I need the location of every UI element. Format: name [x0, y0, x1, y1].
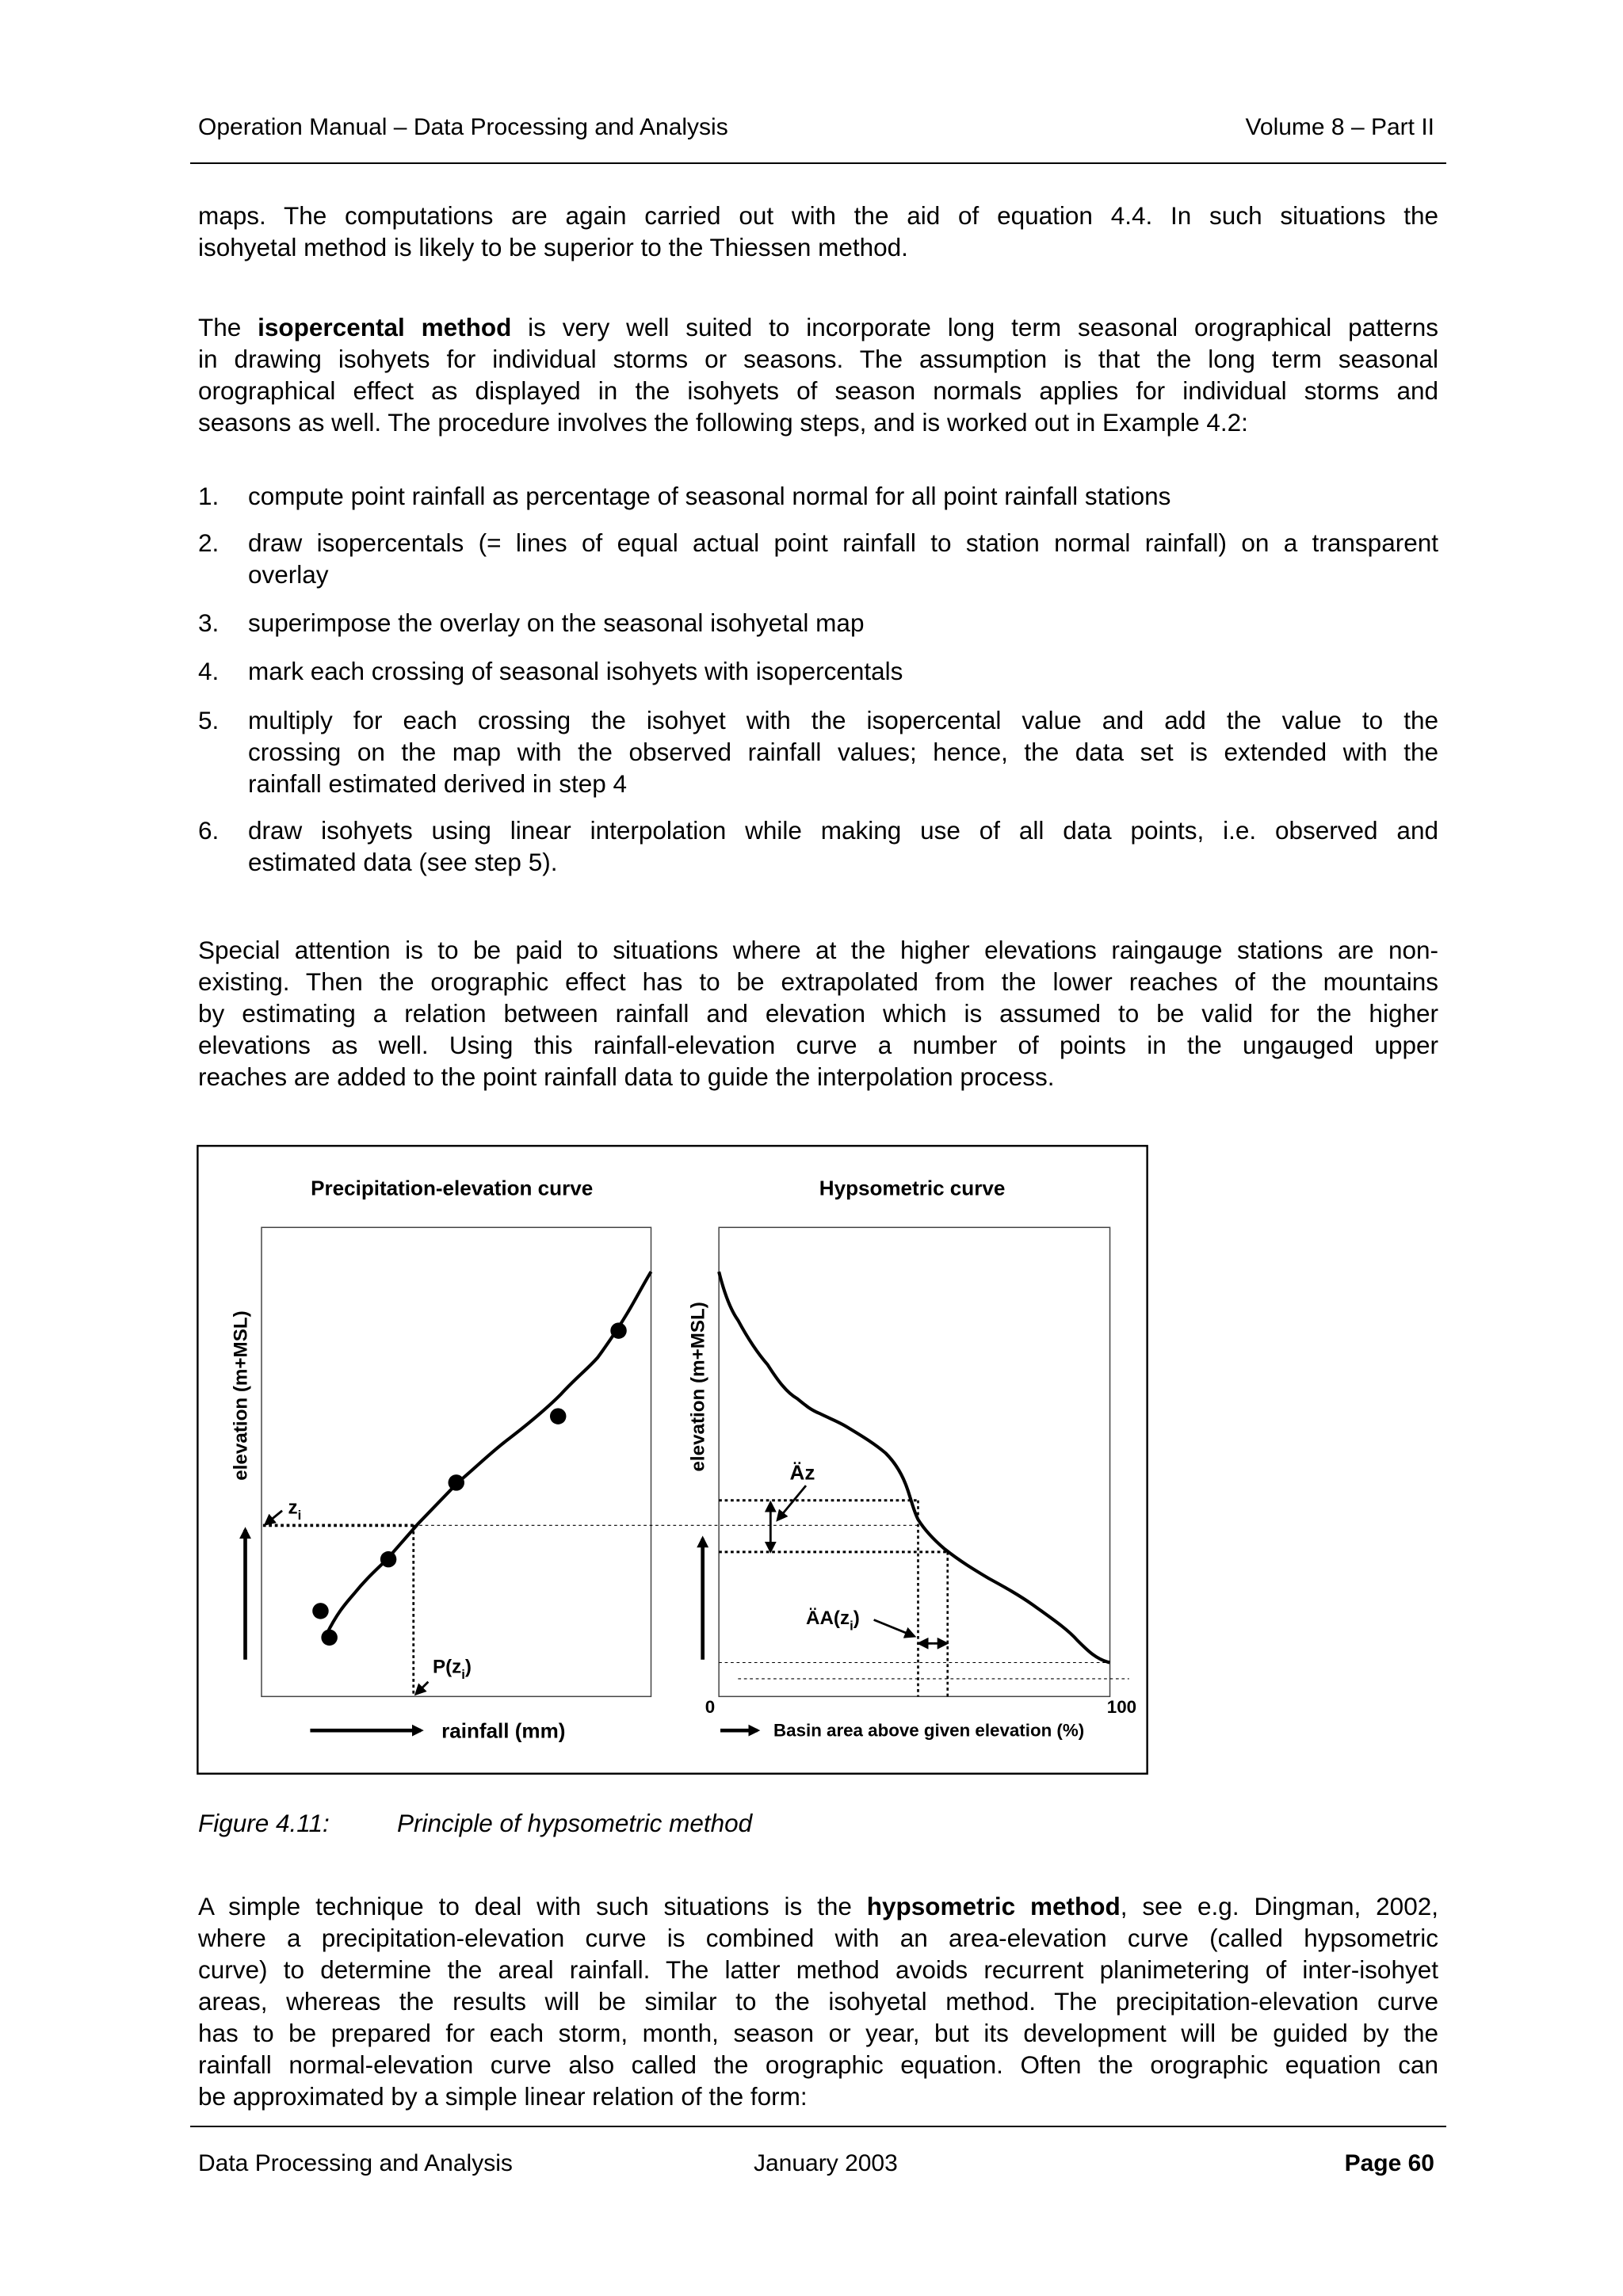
paragraph-1	[198, 200, 1438, 263]
da-label: $ÄA(z_i)$	[805, 1608, 860, 1634]
list-text	[248, 704, 1438, 799]
dz-label: Äz	[789, 1460, 815, 1485]
figure-frame	[197, 1146, 1147, 1773]
footer-left: Data Processing and Analysis	[198, 2150, 513, 2176]
text-line: overlay	[248, 560, 329, 589]
text-line: Special attention is to be paid to situations where at the higher elevations raingauge stations are non-	[198, 936, 1438, 964]
zi-pointer-arrow	[266, 1511, 282, 1524]
text-segment: is very well suited to incorporate long term seasonal orographical patterns	[511, 313, 1438, 341]
x-axis-max: 100	[1106, 1696, 1137, 1717]
list-text	[248, 814, 1438, 878]
text-line: by estimating a relation between rainfall and elevation which is assumed to be valid for the higher	[198, 999, 1438, 1028]
text-line: draw isopercentals (= lines of equal actual point rainfall to station normal rainfall) on a transparent	[248, 528, 1438, 557]
text-line: isohyetal method is likely to be superior to the Thiessen method.	[198, 233, 908, 261]
text-line: draw isohyets using linear interpolation while making use of all data points, i.e. observed and	[248, 816, 1438, 845]
text-line	[198, 1890, 1438, 1922]
x-axis-min: 0	[705, 1696, 716, 1717]
text-line: superimpose the overlay on the seasonal isohyetal map	[248, 608, 865, 637]
text-segment: , see e.g. Dingman, 2002,	[1120, 1892, 1438, 1920]
list-number: 2.	[198, 528, 220, 557]
text-line: curve) to determine the areal rainfall. The latter method avoids recurrent planimetering of inter-isohyet	[198, 1955, 1438, 1984]
pzi-pointer-arrow	[416, 1682, 428, 1694]
rainfall-station-points	[312, 1322, 627, 1646]
list-number: 4.	[198, 657, 220, 685]
data-point	[610, 1322, 626, 1338]
right-y-axis-label: elevation (m+MSL)	[687, 1302, 709, 1472]
text-line: estimated data (see step 5).	[248, 848, 558, 876]
header-left: Operation Manual – Data Processing and Analysis	[198, 114, 728, 140]
data-point	[380, 1551, 396, 1567]
text-line: multiply for each crossing the isohyet with the isopercental value and add the value to the	[248, 706, 1438, 734]
text-segment: A simple technique to deal with such situations is the	[198, 1892, 867, 1920]
footer-rule	[190, 2126, 1446, 2127]
dz-pointer-arrow	[778, 1486, 806, 1520]
text-line: existing. Then the orographic effect has to be extrapolated from the lower reaches of the mountains	[198, 967, 1438, 996]
paragraph-hypsometric	[198, 1890, 1438, 2112]
page-number: Page 60	[1344, 2150, 1434, 2176]
hypsometric-curve	[719, 1272, 1109, 1662]
text-line: crossing on the map with the observed rainfall values; hence, the data set is extended with the	[248, 738, 1438, 766]
text-line: rainfall estimated derived in step 4	[248, 769, 628, 798]
text-line	[198, 311, 1438, 343]
list-text	[248, 655, 1438, 687]
left-y-axis-label: elevation (m+MSL)	[230, 1310, 252, 1481]
paragraph-isopercental	[198, 311, 1438, 438]
text-line: rainfall normal-elevation curve also called the orographic equation. Often the orographic equation can	[198, 2050, 1438, 2079]
list-number: 5.	[198, 706, 220, 734]
data-point	[550, 1408, 566, 1424]
da-pointer-arrow	[874, 1620, 914, 1636]
right-x-axis-label: Basin area above given elevation (%)	[773, 1720, 1085, 1741]
header-rule	[190, 162, 1446, 164]
text-line: seasons as well. The procedure involves the following steps, and is worked out in Example 4.2:	[198, 408, 1248, 437]
pzi-label: $P(z_i)$	[432, 1656, 472, 1682]
text-line: mark each crossing of seasonal isohyets with isopercentals	[248, 657, 903, 685]
precip-elevation-curve	[327, 1272, 651, 1634]
list-text	[248, 607, 1438, 639]
footer-date: January 2003	[754, 2150, 898, 2176]
list-number: 6.	[198, 816, 220, 845]
data-point	[321, 1630, 337, 1646]
zi-label: $z_i$	[288, 1497, 302, 1523]
left-chart-title: Precipitation-elevation curve	[311, 1176, 594, 1200]
text-segment: The	[198, 313, 258, 341]
text-line: compute point rainfall as percentage of seasonal normal for all point rainfall stations	[248, 482, 1171, 510]
left-plot-area	[262, 1227, 651, 1696]
bold-term: isopercental method	[258, 313, 512, 341]
data-point	[449, 1474, 464, 1490]
text-line: reaches are added to the point rainfall data to guide the interpolation process.	[198, 1062, 1055, 1091]
text-line: elevations as well. Using this rainfall-elevation curve a number of points in the ungauged upper	[198, 1031, 1438, 1059]
text-line: maps. The computations are again carried out with the aid of equation 4.4. In such situations the	[198, 201, 1438, 230]
data-point	[312, 1603, 328, 1619]
text-line: orographical effect as displayed in the isohyets of season normals applies for individual storms and	[198, 376, 1438, 405]
text-line: areas, whereas the results will be similar to the isohyetal method. The precipitation-elevation curve	[198, 1987, 1438, 2016]
list-text	[248, 527, 1438, 590]
right-plot-area	[719, 1227, 1109, 1696]
text-line: be approximated by a simple linear relation of the form:	[198, 2082, 808, 2111]
caption-text: Principle of hypsometric method	[397, 1809, 753, 1837]
bold-term: hypsometric method	[866, 1892, 1121, 1920]
list-text	[248, 480, 1438, 512]
text-line: in drawing isohyets for individual storms or seasons. The assumption is that the long term seasonal	[198, 345, 1438, 373]
left-x-axis-label: rainfall (mm)	[441, 1718, 566, 1743]
caption-number: Figure 4.11:	[198, 1809, 330, 1837]
paragraph-special-attention	[198, 934, 1438, 1093]
text-line: where a precipitation-elevation curve is combined with an area-elevation curve (called hypsometric	[198, 1924, 1438, 1952]
header-right: Volume 8 – Part II	[1245, 114, 1434, 140]
right-chart-title: Hypsometric curve	[819, 1176, 1006, 1200]
list-number: 1.	[198, 482, 220, 510]
text-line: has to be prepared for each storm, month, season or year, but its development will be guided by the	[198, 2019, 1438, 2047]
list-number: 3.	[198, 608, 220, 637]
figure-hypsometric-method	[197, 1145, 1148, 1775]
